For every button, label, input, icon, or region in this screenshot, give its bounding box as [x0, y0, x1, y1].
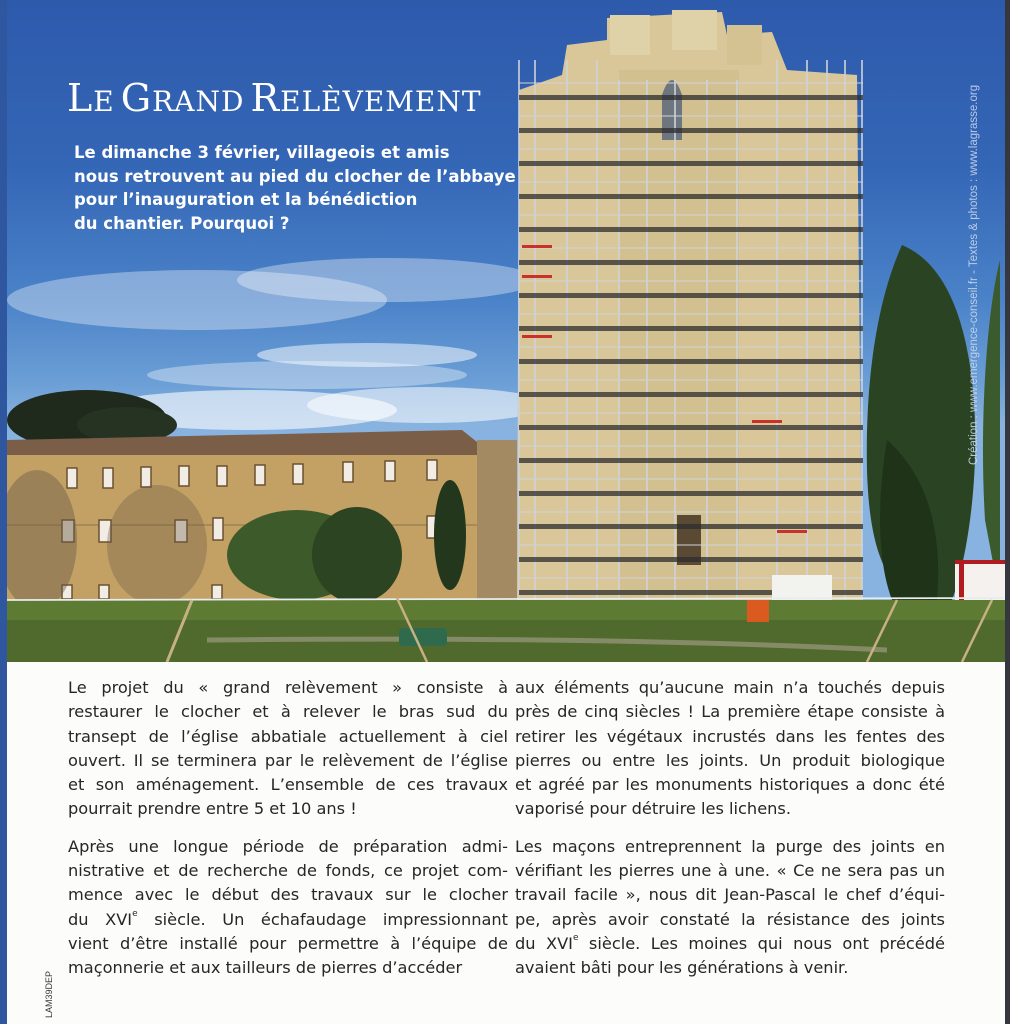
scaffold-toe-board [522, 275, 552, 278]
title-rest: E [93, 85, 115, 118]
title-initial: L [67, 76, 94, 120]
text-line: pierres ou entre les joints. Un produit biologique [515, 750, 945, 770]
left-border [0, 0, 7, 1024]
text-line: pourrait prendre entre 5 et 10 ans ! [68, 799, 357, 819]
text-line: retirer les végétaux incrustés dans les fentes des [515, 726, 945, 746]
text-line: vérifiant les pierres une à une. « Ce ne sera pas un [515, 861, 945, 881]
scaffold-deck [519, 425, 863, 430]
text-line [515, 932, 945, 956]
text-run: du XVI [515, 933, 573, 953]
scaffold-toe-board [522, 245, 552, 248]
scaffold-deck [519, 293, 863, 298]
text-line: transept de l’église abbatiale actuellement à ciel [68, 726, 508, 746]
paragraph [68, 676, 508, 822]
orange-tarp [747, 600, 769, 622]
text-line: ouvert. Il se terminera par le relèvement de l’église [68, 750, 508, 770]
photo-credit: Création : www.emergence-conseil.fr - Textes & photos : www.lagrasse.org [968, 84, 980, 465]
scaffold-deck [519, 161, 863, 166]
text-line: restaurer le clocher et à relever le bras sud du [68, 702, 508, 722]
intro-line: pour l’inauguration et la bénédiction [74, 190, 418, 209]
left-column [68, 676, 508, 994]
title-initial: G [120, 76, 153, 120]
title-rest: ELÈVEMENT [280, 85, 482, 118]
scaffold-deck [519, 128, 863, 133]
document-code: LAM39DEP [44, 970, 54, 1018]
scaffold-deck [519, 458, 863, 463]
text-run: du XVI [68, 909, 133, 929]
text-line: Le projet du « grand relèvement » consiste à [68, 678, 508, 697]
scaffold-toe-board [777, 530, 807, 533]
paragraph [515, 835, 945, 981]
hero-photo [7, 0, 1005, 662]
text-line: près de cinq siècles ! La première étape consiste à [515, 702, 945, 722]
right-border [1005, 0, 1010, 1024]
text-line: Après une longue période de préparation admi- [68, 836, 508, 856]
text-line: pe, après avoir constaté la résistance des joints [515, 909, 945, 929]
text-line: vaporisé pour détruire les lichens. [515, 799, 791, 819]
title-initial: R [250, 76, 281, 120]
superscript: e [132, 908, 138, 919]
text-line: nistrative et de recherche de fonds, ce projet com- [68, 861, 508, 881]
text-line: et agréé par les monuments historiques a donc été [515, 775, 945, 795]
text-line: travail facile », nous dit Jean-Pascal le chef d’équi- [515, 885, 945, 905]
superscript: e [572, 932, 579, 943]
right-column [515, 676, 945, 994]
text-line: mence avec le début des travaux sur le clocher [68, 885, 508, 905]
scaffold-deck [519, 392, 863, 397]
scaffold-deck [519, 194, 863, 199]
scaffold-deck [519, 557, 863, 562]
title-word [250, 76, 482, 120]
paragraph [68, 835, 508, 981]
text-line: maçonnerie et aux tailleurs de pierres d’accéder [68, 958, 463, 978]
intro-line: Le dimanche 3 février, villageois et amis [74, 143, 450, 162]
text-line: aux éléments qu’aucune main n’a touchés depuis [515, 678, 945, 697]
scaffold-toe-board [752, 420, 782, 423]
text-run: siècle. Les moines qui nous ont précédé [578, 933, 946, 953]
scaffold-toe-board [522, 335, 552, 338]
scaffold-deck [519, 260, 863, 265]
scaffold-deck [519, 524, 863, 529]
intro-text [74, 141, 514, 235]
intro-line: du chantier. Pourquoi ? [74, 213, 290, 233]
church-wall [477, 440, 517, 600]
text-line: avaient bâti pour les générations à venir. [515, 958, 849, 978]
scaffold-deck [519, 227, 863, 232]
page-title [67, 76, 482, 120]
title-rest: RAND [152, 85, 245, 118]
lawn [7, 600, 1005, 662]
scaffold-deck [519, 326, 863, 331]
scaffold-deck [519, 359, 863, 364]
paragraph [515, 676, 945, 822]
intro-line: nous retrouvent au pied du clocher de l’abbaye [74, 166, 516, 186]
title-word [67, 76, 115, 120]
text-line: vient d’être installé pour permettre à l’équipe de [68, 933, 508, 953]
cypress-trees [867, 245, 1000, 600]
text-line: et son aménagement. L’ensemble de ces travaux [68, 775, 508, 795]
scaffold-deck [519, 491, 863, 496]
scaffold-deck [519, 95, 863, 100]
title-word [120, 76, 245, 120]
text-line [68, 908, 508, 932]
text-run: siècle. Un échafaudage impressionnant [137, 909, 508, 929]
text-line: Les maçons entreprennent la purge des joints en [515, 836, 945, 856]
